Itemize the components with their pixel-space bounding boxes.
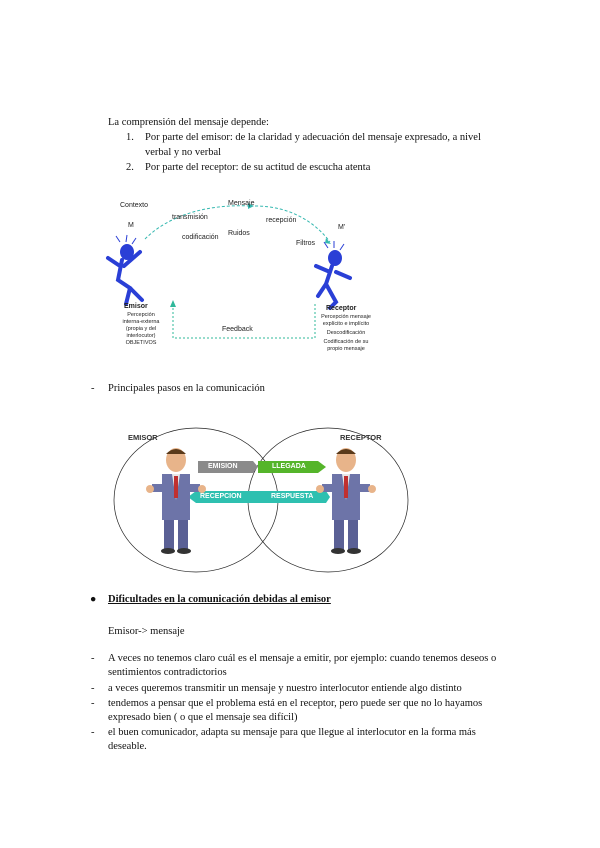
bullet-3: tendemos a pensar que el problema está en el receptor, pero puede ser que no lo hayamos — [108, 698, 483, 709]
communication-diagram — [100, 192, 390, 367]
receptor-label: Receptor — [326, 305, 357, 312]
dash-3: - — [91, 698, 95, 709]
feedback-label: Feedback — [222, 326, 253, 333]
section-subheading: Emisor-> mensaje — [108, 626, 185, 637]
respuesta-label: RESPUESTA — [271, 493, 314, 500]
emisor-figure-icon — [108, 235, 142, 304]
emision-label: EMISION — [208, 463, 238, 470]
list-item-1-cont: verbal y no verbal — [145, 147, 222, 158]
emisor-title: EMISOR — [128, 433, 158, 442]
bullet-1: A veces no tenemos claro cuál es el mensaje a emitir, por ejemplo: cuando tenemos deseos o — [108, 653, 497, 664]
transmision-label: transmisión — [172, 214, 208, 221]
dash-4: - — [91, 727, 95, 738]
bullet-4: el buen comunicador, adapta su mensaje para que llegue al interlocutor en la forma más — [108, 727, 476, 738]
section-heading: Dificultades en la comunicación debidas al emisor — [108, 594, 331, 605]
emisor-details: Percepción interna-externa (propia y del interlocutor) OBJETIVOS — [122, 312, 160, 346]
contexto-label: Contexto — [120, 202, 149, 209]
bullet-3-cont: expresado bien ( o que el mensaje sea difícil) — [108, 712, 298, 723]
emisor-label: Emisor — [124, 303, 148, 310]
codificacion-label: codificación — [182, 234, 219, 241]
receptor-details: Percepción mensaje explícito e implícito Descodificación Codificación de su propio mensaje — [321, 314, 371, 352]
m-label: M — [128, 222, 134, 229]
filtros-label: Filtros — [296, 240, 316, 247]
ruidos-label: Ruidos — [228, 230, 250, 237]
dash-2: - — [91, 683, 95, 694]
receptor-title: RECEPTOR — [340, 433, 382, 442]
bullet-dot: ● — [90, 594, 97, 605]
list-item-1: Por parte del emisor: de la claridad y adecuación del mensaje expresado, a nivel — [145, 132, 481, 143]
m2-label: M' — [338, 224, 346, 231]
recepcion-label: recepción — [266, 217, 297, 224]
receptor-figure-icon — [316, 241, 350, 308]
list-num-2: 2. — [126, 162, 134, 173]
list-item-2: Por parte del receptor: de su actitud de escucha atenta — [145, 162, 371, 173]
mensaje-label: Mensaje — [228, 200, 255, 207]
dash-bullet: - — [91, 383, 95, 394]
llegada-label: LLEGADA — [272, 463, 306, 470]
steps-label: Principales pasos en la comunicación — [108, 383, 265, 394]
steps-circles — [108, 420, 408, 580]
dash-1: - — [91, 653, 95, 664]
bullet-4-cont: deseable. — [108, 741, 147, 752]
bullet-2: a veces queremos transmitir un mensaje y nuestro interlocutor entiende algo distinto — [108, 683, 462, 694]
recepcion-label-2: RECEPCION — [200, 493, 242, 500]
bullet-1-cont: sentimientos contradictorios — [108, 667, 227, 678]
steps-diagram — [108, 420, 408, 580]
intro-text: La comprensión del mensaje depende: — [108, 117, 269, 128]
list-num-1: 1. — [126, 132, 134, 143]
